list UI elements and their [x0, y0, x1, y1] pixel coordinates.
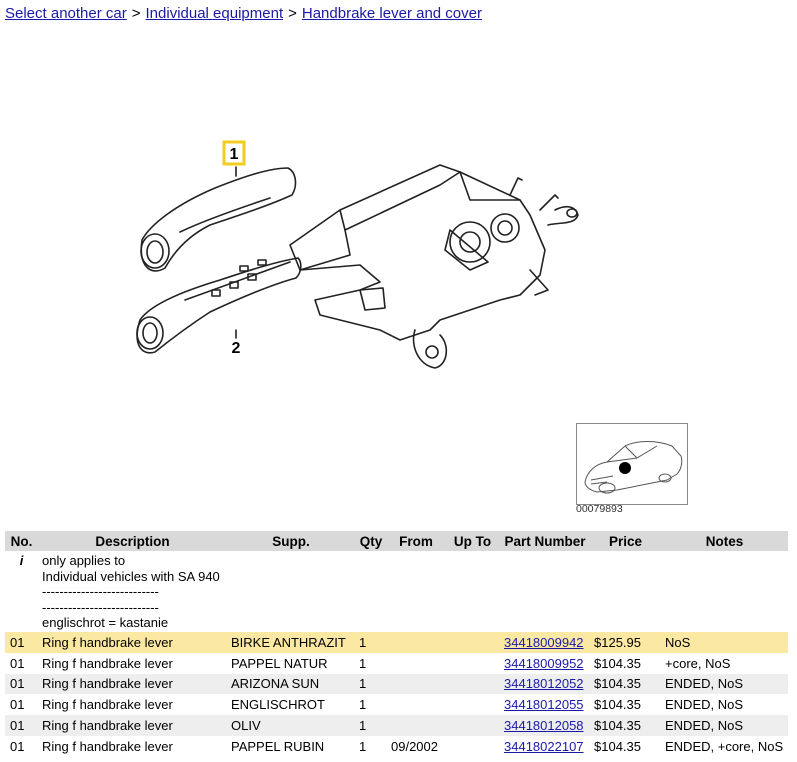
cell-notes: ENDED, NoS — [661, 674, 788, 695]
cell-qty: 1 — [355, 653, 387, 674]
cell-up-to — [445, 674, 500, 695]
cell-description: Ring f handbrake lever — [38, 715, 227, 736]
cell-part-number — [500, 736, 590, 757]
info-line: only applies to — [42, 553, 126, 568]
parts-table — [5, 531, 788, 757]
cell-supp: ENGLISCHROT — [227, 694, 355, 715]
cell-description: Ring f handbrake lever — [38, 632, 227, 653]
callout-2-label: 2 — [231, 340, 241, 357]
cell-description: Ring f handbrake lever — [38, 736, 227, 757]
cell-from — [387, 674, 445, 695]
cell-up-to — [445, 632, 500, 653]
info-line: --------------------------- — [42, 599, 159, 615]
info-row — [5, 551, 788, 632]
cell-part-number — [500, 715, 590, 736]
breadcrumb — [5, 5, 482, 22]
cell-price: $104.35 — [590, 653, 661, 674]
info-icon: i — [5, 551, 38, 632]
cell-part-number — [500, 632, 590, 653]
table-row[interactable] — [5, 736, 788, 757]
diagram-id: 00079893 — [576, 503, 623, 515]
header-qty: Qty — [355, 531, 387, 551]
cell-supp: PAPPEL RUBIN — [227, 736, 355, 757]
part-number-link[interactable]: 34418022107 — [504, 738, 584, 754]
cell-notes: ENDED, NoS — [661, 694, 788, 715]
cell-description: Ring f handbrake lever — [38, 694, 227, 715]
part-number-link[interactable]: 34418012058 — [504, 718, 584, 734]
info-line: Individual vehicles with SA 940 — [42, 568, 220, 584]
cell-price: $104.35 — [590, 715, 661, 736]
header-supp: Supp. — [227, 531, 355, 551]
cell-notes: +core, NoS — [661, 653, 788, 674]
cell-qty: 1 — [355, 694, 387, 715]
part-number-link[interactable]: 34418009942 — [504, 634, 584, 650]
cell-part-number — [500, 674, 590, 695]
cell-up-to — [445, 653, 500, 674]
cell-description: Ring f handbrake lever — [38, 674, 227, 695]
cell-supp: PAPPEL NATUR — [227, 653, 355, 674]
cell-part-number — [500, 653, 590, 674]
cell-no: 01 — [5, 674, 38, 695]
cell-no: 01 — [5, 632, 38, 653]
header-description: Description — [38, 531, 227, 551]
breadcrumb-separator: > — [288, 5, 297, 22]
header-price: Price — [590, 531, 661, 551]
cell-notes: NoS — [661, 632, 788, 653]
breadcrumb-link-select-car[interactable]: Select another car — [5, 5, 127, 22]
info-note — [38, 551, 788, 632]
cell-price: $104.35 — [590, 674, 661, 695]
header-part-number: Part Number — [500, 531, 590, 551]
cell-no: 01 — [5, 694, 38, 715]
lever-grip-part — [137, 258, 301, 353]
part-number-link[interactable]: 34418009952 — [504, 655, 584, 671]
info-line: englischrot = kastanie — [42, 615, 169, 630]
cell-notes: ENDED, NoS — [661, 715, 788, 736]
location-marker-icon — [619, 462, 631, 474]
table-row[interactable] — [5, 653, 788, 674]
table-header-row — [5, 531, 788, 551]
table-row[interactable] — [5, 694, 788, 715]
part-number-link[interactable]: 34418012055 — [504, 697, 584, 713]
cell-no: 01 — [5, 715, 38, 736]
breadcrumb-link-handbrake-lever[interactable]: Handbrake lever and cover — [301, 5, 482, 22]
cell-qty: 1 — [355, 715, 387, 736]
cell-supp: OLIV — [227, 715, 355, 736]
table-row[interactable] — [5, 632, 788, 653]
cell-from — [387, 632, 445, 653]
cell-from — [387, 694, 445, 715]
cell-notes: ENDED, +core, NoS — [661, 736, 788, 757]
table-row[interactable] — [5, 674, 788, 695]
header-from: From — [387, 531, 445, 551]
cell-up-to — [445, 694, 500, 715]
handbrake-cover-part — [141, 168, 295, 271]
header-no: No. — [5, 531, 38, 551]
cell-up-to — [445, 715, 500, 736]
cell-supp: BIRKE ANTHRAZIT — [227, 632, 355, 653]
cell-from: 09/2002 — [387, 736, 445, 757]
cell-from — [387, 715, 445, 736]
parts-diagram — [120, 120, 580, 400]
car-location-thumbnail — [576, 423, 688, 505]
cell-price: $104.35 — [590, 694, 661, 715]
info-line: --------------------------- — [42, 584, 159, 599]
cell-up-to — [445, 736, 500, 757]
cell-no: 01 — [5, 653, 38, 674]
cell-price: $125.95 — [590, 632, 661, 653]
breadcrumb-separator: > — [131, 5, 141, 22]
handbrake-mechanism — [290, 165, 578, 368]
cell-qty: 1 — [355, 736, 387, 757]
cell-price: $104.35 — [590, 736, 661, 757]
part-number-link[interactable]: 34418012052 — [504, 676, 584, 692]
cell-qty: 1 — [355, 674, 387, 695]
header-up-to: Up To — [445, 531, 500, 551]
table-row[interactable] — [5, 715, 788, 736]
header-notes: Notes — [661, 531, 788, 551]
callout-1-label: 1 — [229, 146, 239, 163]
cell-from — [387, 653, 445, 674]
cell-qty: 1 — [355, 632, 387, 653]
cell-supp: ARIZONA SUN — [227, 674, 355, 695]
cell-description: Ring f handbrake lever — [38, 653, 227, 674]
breadcrumb-link-individual-equipment[interactable]: Individual equipment — [145, 5, 284, 22]
cell-no: 01 — [5, 736, 38, 757]
cell-part-number — [500, 694, 590, 715]
